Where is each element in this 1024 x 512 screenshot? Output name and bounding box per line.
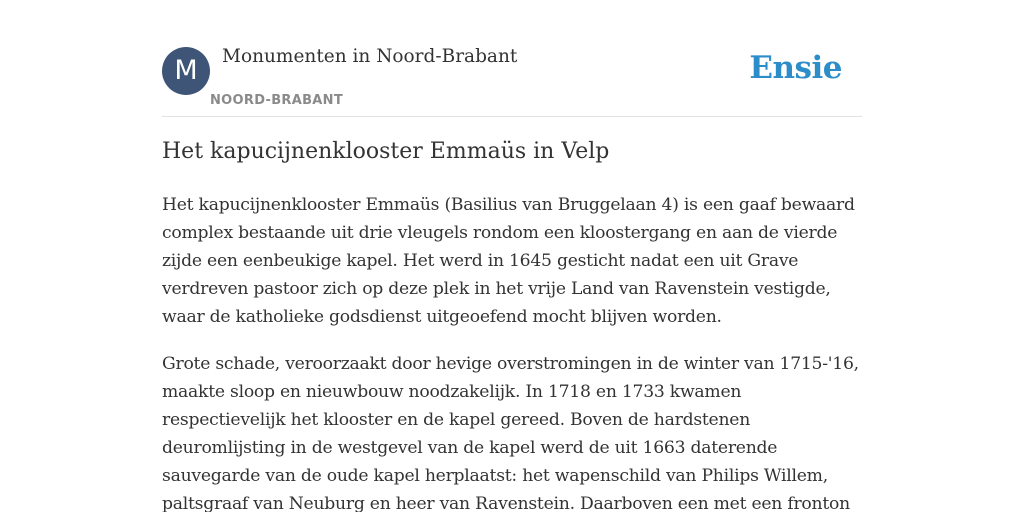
category-link[interactable]: NOORD-BRABANT — [210, 93, 344, 108]
article-header — [162, 0, 862, 117]
page-title: Het kapucijnenklooster Emmaüs in Velp — [162, 139, 610, 164]
article-body — [162, 191, 862, 512]
paragraph: Grote schade, veroorzaakt door hevige overstromingen in de winter van 1715-'16, maakte sloop en nieuwbouw noodzakelijk. In 1718 en 1733 kwamen respectievelijk het klooster en de kapel gereed. Boven de hardstenen deuromlijsting in de westgevel van de kapel werd de uit 1663 daterende sauvegarde van de oude kapel herplaatst: het wapenschild van Philips Willem, paltsgraaf van Neuburg en heer van Ravenstein. Daarboven een met een fronton — [162, 354, 859, 512]
author-name-link[interactable]: Monumenten in Noord-Brabant — [222, 46, 518, 67]
article-page — [162, 0, 862, 512]
brand-logo[interactable]: Ensie — [749, 50, 842, 86]
paragraph: Het kapucijnenklooster Emmaüs (Basilius van Bruggelaan 4) is een gaaf bewaard complex bestaande uit drie vleugels rondom een kloostergang en aan de vierde zijde een eenbeukige kapel. Het werd in 1645 gesticht nadat een uit Grave verdreven pastoor zich op deze plek in het vrije Land van Ravenstein vestigde, waar de katholieke godsdienst uitgeoefend mocht blijven worden. — [162, 195, 855, 327]
avatar[interactable]: M — [162, 47, 210, 95]
